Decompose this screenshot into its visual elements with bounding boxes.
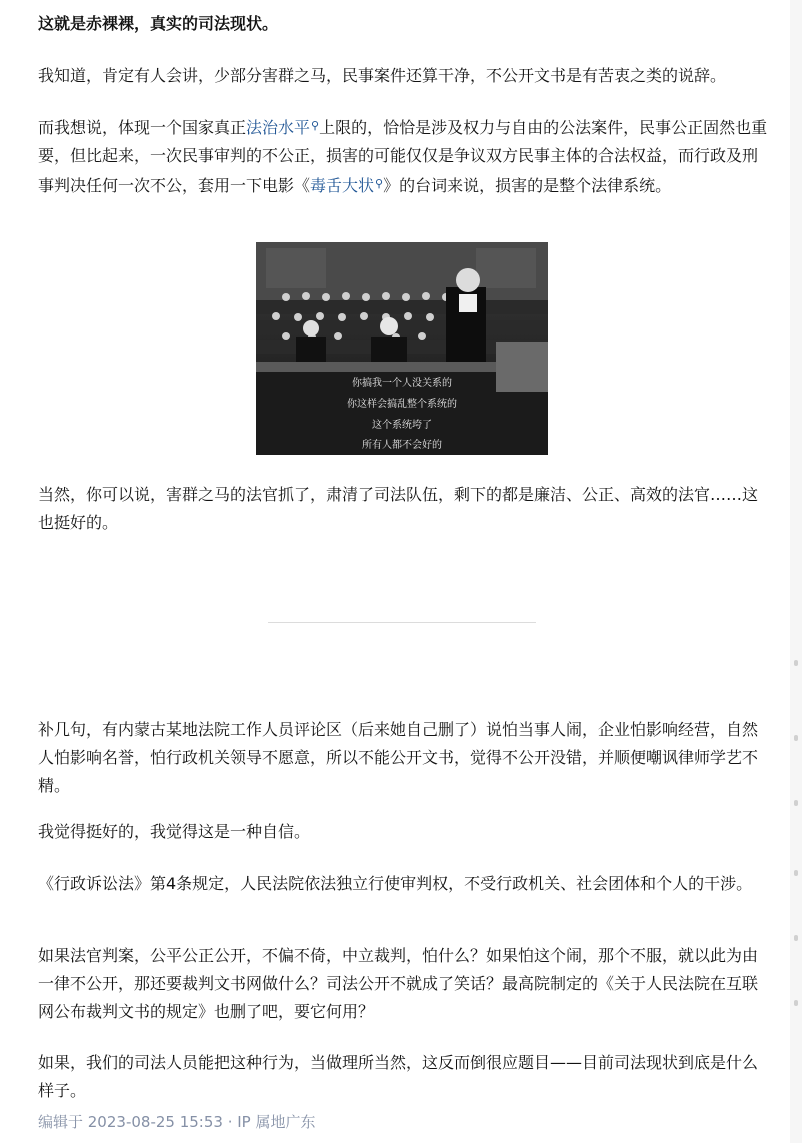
movie-still-image[interactable] (256, 242, 548, 455)
paragraph-3 (38, 112, 770, 200)
subtitle-line-4: 所有人都不会好的 (362, 440, 442, 451)
subtitle-line-2: 你这样会搞乱整个系统的 (347, 399, 457, 410)
keyword-link-fazhi[interactable]: 法治水平⚲ (246, 118, 320, 137)
subtitle-line-3: 这个系统垮了 (372, 420, 432, 431)
paragraph-9: 如果，我们的司法人员能把这种行为，当做理所当然，这反而倒很应题目——目前司法现状到底是什么样子。 (38, 1053, 759, 1100)
search-icon: ⚲ (311, 119, 320, 132)
paragraph-2: 我知道，肯定有人会讲，少部分害群之马，民事案件还算干净，不公开文书是有苦衷之类的说辞。 (38, 66, 727, 85)
subtitle-line-1: 你搞我一个人没关系的 (352, 378, 452, 389)
paragraph-7: 《行政诉讼法》第4条规定，人民法院依法独立行使审判权，不受行政机关、社会团体和个人的干涉。 (38, 874, 753, 893)
p3-text-c: 》的台词来说，损害的是整个法律系统。 (383, 176, 672, 195)
p3-text-a: 而我想说，体现一个国家真正 (38, 118, 247, 137)
edit-timestamp: 编辑于 2023-08-25 15:53 · IP 属地广东 (38, 1113, 316, 1131)
paragraph-lead: 这就是赤裸裸，真实的司法现状。 (38, 14, 279, 33)
paragraph-8: 如果法官判案，公平公正公开，不偏不倚，中立裁判，怕什么？如果怕这个闹，那个不服，就以此为由一律不公开，那还要裁判文书网做什么？司法公开不就成了笑话？最高院制定的《关于人民法院在互联网公布裁判文书的规定》也删了吧，要它何用？ (38, 946, 759, 1021)
section-divider (268, 622, 536, 623)
paragraph-6: 我觉得挺好的，我觉得这是一种自信。 (38, 822, 311, 841)
p3-text-b: 上限的，恰恰是涉及权力与自由的公法案件，民事公正固然也重要，但比起来，一次民事审判的不公正，损害的可能仅仅是争议双方民事主体的合法权益，而行政及刑事判决任何一次不公，套用一下电影《 (38, 118, 768, 195)
paragraph-4: 当然，你可以说，害群之马的法官抓了，肃清了司法队伍，剩下的都是廉洁、公正、高效的法官……这也挺好的。 (38, 485, 759, 532)
keyword-link-movie[interactable]: 毒舌大状⚲ (310, 176, 384, 195)
paragraph-5: 补几句，有内蒙古某地法院工作人员评论区（后来她自己删了）说怕当事人闹，企业怕影响经营，自然人怕影响名誉，怕行政机关领导不愿意，所以不能公开文书，觉得不公开没错，并顺便嘲讽律师学艺不精。 (38, 720, 759, 795)
search-icon: ⚲ (375, 177, 384, 190)
page-scroll-edge (790, 0, 802, 1143)
